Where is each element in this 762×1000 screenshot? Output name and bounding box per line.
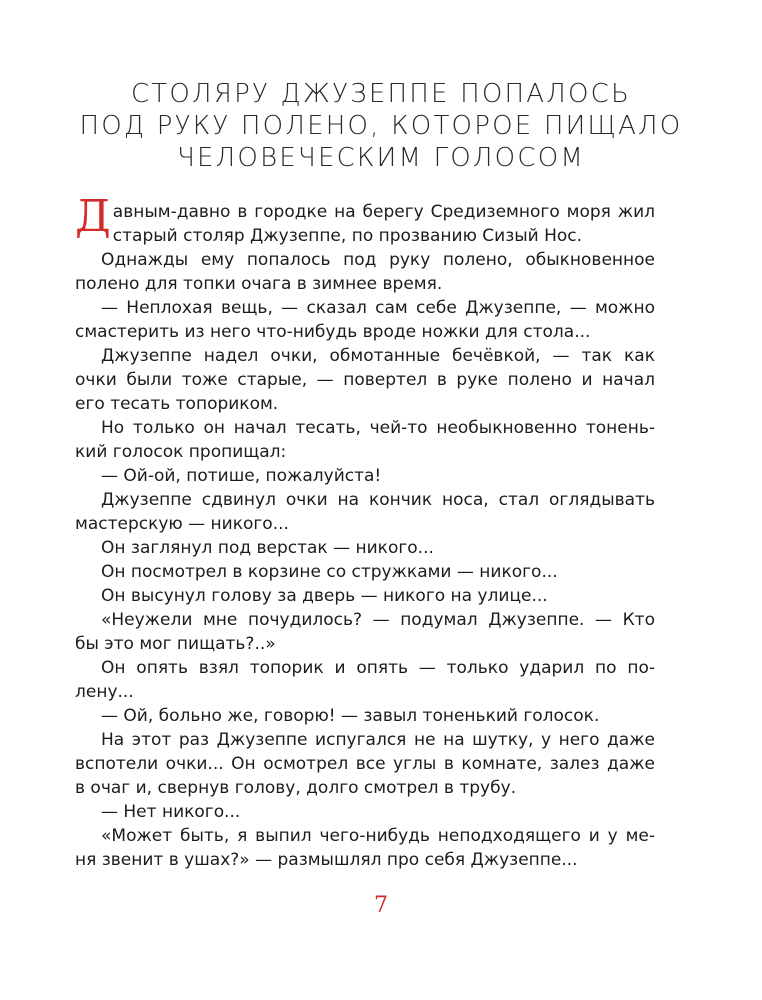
text-line: Он заглянул под верстак — никого...: [101, 538, 434, 558]
text-line: Он посмотрел в корзине со стружками — никого...: [101, 562, 558, 582]
paragraph: [75, 191, 655, 248]
text-line: ня звенит в ушах?» — размышлял про себя Джузеппе...: [75, 850, 578, 870]
paragraph: [75, 656, 655, 704]
paragraph: [75, 344, 655, 416]
text-line: — Неплохая вещь, — сказал сам себе Джузеппе, — можно: [101, 298, 655, 318]
text-line: Джузеппе сдвинул очки на кончик носа, стал оглядывать: [101, 490, 655, 510]
text-line: — Ой, больно же, говорю! — завыл тоненький голосок.: [101, 706, 600, 726]
text-line: его тесать топориком.: [75, 394, 279, 414]
page-number: 7: [374, 893, 388, 918]
text-line: лену...: [75, 682, 134, 702]
paragraph: [75, 296, 655, 344]
paragraph: [75, 464, 655, 488]
chapter-title-line: ПОД РУКУ ПОЛЕНО, КОТОРОЕ ПИЩАЛО: [79, 111, 683, 141]
text-line: вспотели очки... Он осмотрел все углы в комнате, залез даже: [75, 754, 655, 774]
paragraph: [75, 560, 655, 584]
paragraph: [75, 488, 655, 536]
text-line: очки были тоже старые, — повертел в руке полено и начал: [75, 370, 655, 390]
text-line: Он опять взял топорик и опять — только ударил по по-: [101, 658, 655, 678]
text-line: мастерскую — никого...: [75, 514, 289, 534]
paragraph: [75, 608, 655, 656]
paragraph: [75, 584, 655, 608]
text-line: смастерить из него что-нибудь вроде ножки для стола...: [75, 322, 591, 342]
paragraph: [75, 704, 655, 728]
paragraph: [75, 824, 655, 872]
paragraph: [75, 800, 655, 824]
text-line: Но только он начал тесать, чей-то необыкновенно тонень-: [101, 418, 655, 438]
text-line: полено для топки очага в зимнее время.: [75, 274, 443, 294]
text-line: в очаг и, свернув голову, долго смотрел в трубу.: [75, 778, 517, 798]
text-line: — Нет никого...: [101, 802, 241, 822]
text-line: Джузеппе надел очки, обмотанные бечёвкой, — так как: [101, 346, 655, 366]
chapter-title-line: СТОЛЯРУ ДЖУЗЕППЕ ПОПАЛОСЬ: [130, 79, 632, 109]
text-line: кий голосок пропищал:: [75, 442, 287, 462]
body-text: [75, 191, 655, 872]
text-line: Он высунул голову за дверь — никого на улице...: [101, 586, 548, 606]
text-line: «Неужели мне почудилось? — подумал Джузеппе. — Кто: [101, 610, 655, 630]
paragraph: [75, 536, 655, 560]
text-line: Однажды ему попалось под руку полено, обыкновенное: [101, 250, 655, 270]
text-line: авным-давно в городке на берегу Средиземного моря жил: [112, 202, 655, 222]
paragraph: [75, 248, 655, 296]
chapter-title: [60, 78, 702, 174]
text-line: На этот раз Джузеппе испугался не на шутку, у него даже: [101, 730, 655, 750]
chapter-title-line: ЧЕЛОВЕЧЕСКИМ ГОЛОСОМ: [177, 143, 585, 173]
paragraph: [75, 416, 655, 464]
paragraph: [75, 728, 655, 800]
drop-cap: Д: [75, 191, 111, 242]
text-line: старый столяр Джузеппе, по прозванию Сизый Нос.: [112, 226, 583, 246]
text-line: — Ой-ой, потише, пожалуйста!: [101, 466, 382, 486]
text-line: «Может быть, я выпил чего-нибудь неподходящего и у ме-: [101, 826, 655, 846]
text-line: бы это мог пищать?..»: [75, 634, 276, 654]
